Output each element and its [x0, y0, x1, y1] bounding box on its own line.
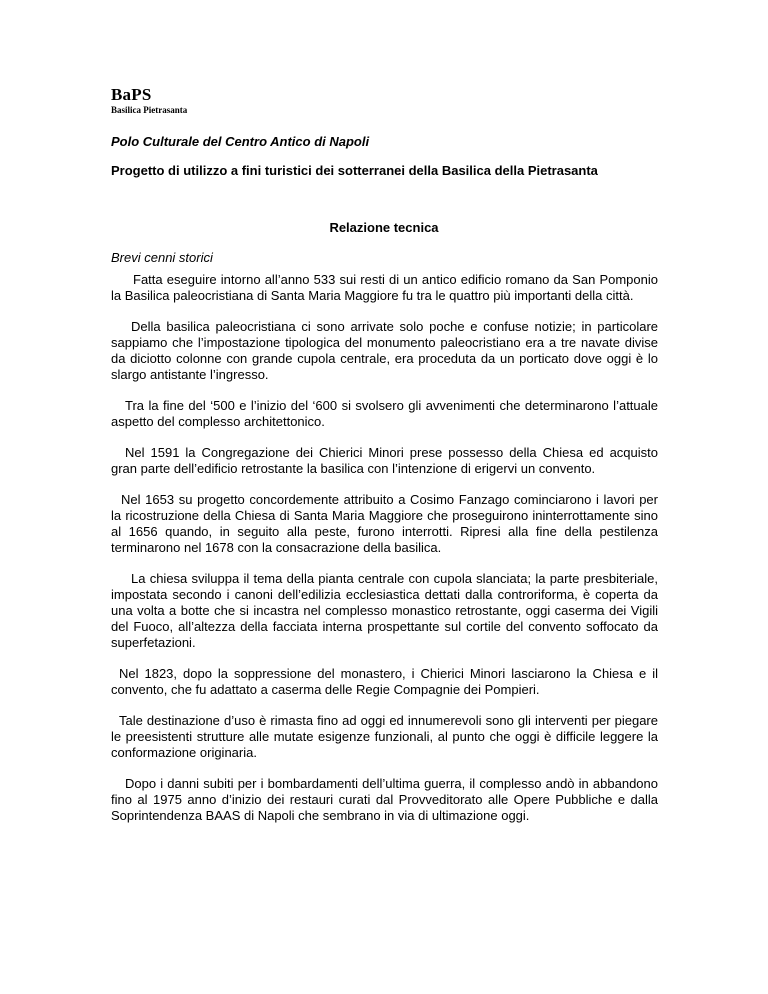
logo-subtitle: Basilica Pietrasanta [111, 105, 188, 115]
logo-title: BaPS [111, 85, 152, 104]
baps-logo [111, 85, 187, 116]
paragraph: Dopo i danni subiti per i bombardamenti dell’ultima guerra, il complesso andò in abbandono fino al 1975 anno d’inizio dei restauri curati dal Provveditorato alle Opere Pubbliche e dalla Soprintendenza BAAS di Napoli che sembrano in via di ultimazione oggi. [111, 776, 658, 823]
paragraph: Tale destinazione d’uso è rimasta fino ad oggi ed innumerevoli sono gli interventi per piegare le preesistenti strutture alle mutate esigenze funzionali, al punto che oggi è difficile leggere la conformazione originaria. [111, 713, 658, 760]
paragraph: Tra la fine del ‘500 e l’inizio del ‘600 si svolsero gli avvenimenti che determinarono l’attuale aspetto del complesso architettonico. [111, 398, 658, 429]
body-text [111, 272, 658, 839]
section-title: Relazione tecnica [329, 220, 439, 235]
paragraph: Nel 1591 la Congregazione dei Chierici Minori prese possesso della Chiesa ed acquisto gran parte dell’edificio retrostante la basilica con l’intenzione di erigervi un convento. [111, 445, 658, 476]
paragraph: Nel 1653 su progetto concordemente attribuito a Cosimo Fanzago cominciarono i lavori per la ricostruzione della Chiesa di Santa Maria Maggiore che proseguirono ininterrottamente sino al 1656 quando, in seguito alla peste, furono interrotti. Ripresi alla fine della pestilenza terminarono nel 1678 con la consacrazione della basilica. [111, 492, 658, 555]
section-subtitle: Brevi cenni storici [111, 250, 213, 265]
paragraph: Nel 1823, dopo la soppressione del monastero, i Chierici Minori lasciarono la Chiesa e il convento, che fu adattato a caserma delle Regie Compagnie dei Pompieri. [111, 666, 658, 697]
paragraph: Della basilica paleocristiana ci sono arrivate solo poche e confuse notizie; in particolare sappiamo che l’impostazione tipologica del monumento paleocristiano era a tre navate divise da diciotto colonne con grande cupola centrale, era proceduta da un porticato dove oggi è lo slargo antistante l’ingresso. [111, 319, 658, 382]
polo-heading: Polo Culturale del Centro Antico di Napoli [111, 134, 370, 149]
paragraph: Fatta eseguire intorno all’anno 533 sui resti di un antico edificio romano da San Pomponio la Basilica paleocristiana di Santa Maria Maggiore fu tra le quattro più importanti della città. [111, 272, 658, 303]
project-heading: Progetto di utilizzo a fini turistici dei sotterranei della Basilica della Pietrasanta [111, 163, 598, 178]
paragraph: La chiesa sviluppa il tema della pianta centrale con cupola slanciata; la parte presbiteriale, impostata secondo i canoni dell’edilizia ecclesiastica dettati dalla controriforma, è coperta da una volta a botte che si incastra nel complesso monastico retrostante, oggi caserma dei Vigili del Fuoco, all’altezza della facciata interna prospettante sul cortile del convento soffocato da superfetazioni. [111, 571, 658, 650]
